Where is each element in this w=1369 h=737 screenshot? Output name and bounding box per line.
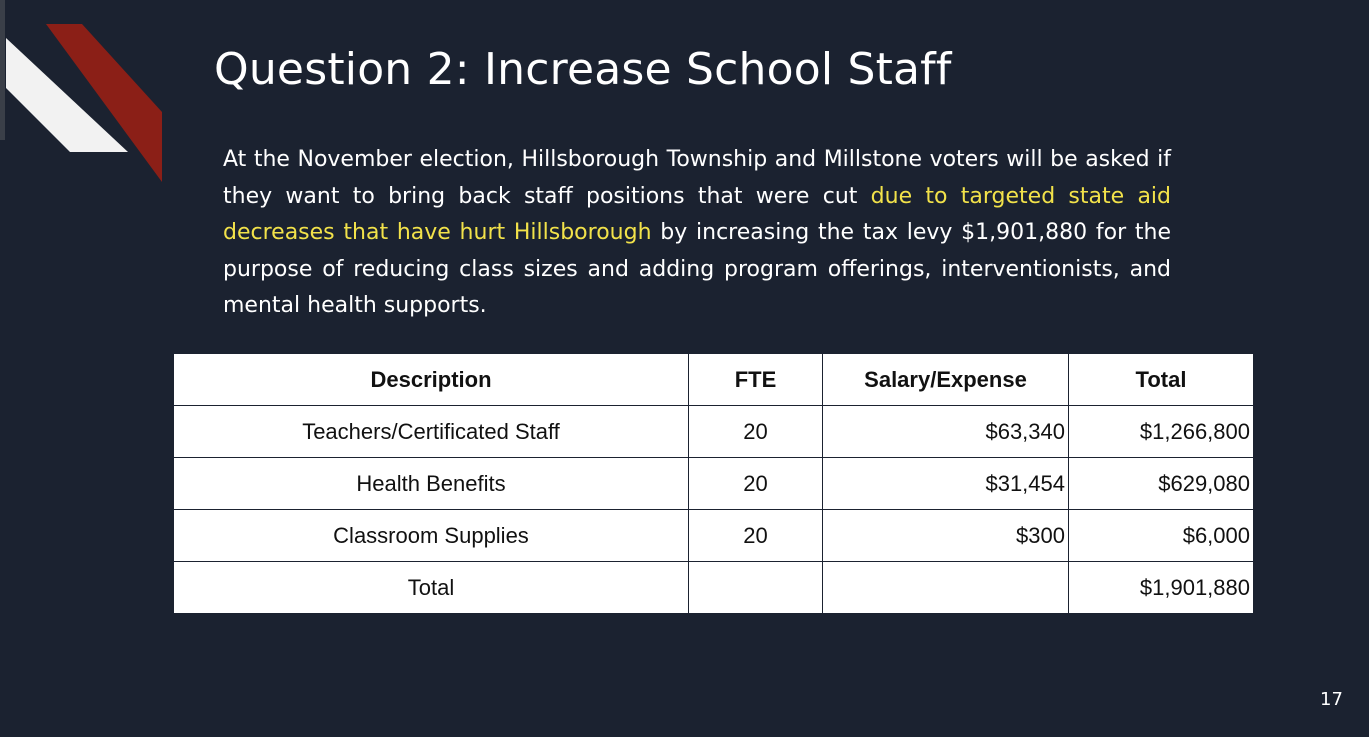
cell-fte: 20 [689,458,823,510]
budget-table [173,353,1254,614]
table-total-row [174,562,1254,614]
cell-total: $629,080 [1069,458,1254,510]
cell-fte: 20 [689,510,823,562]
description-text-part-2: by increasing the tax levy $1,901,880 for the purpose of reducing class sizes and adding program offerings, interventionists, and mental health supports. [223,220,1171,318]
cell-total: $1,266,800 [1069,406,1254,458]
highlighted-text: due to targeted state aid decreases that have hurt Hillsborough [223,183,1172,245]
cell-grand-total: $1,901,880 [1069,562,1254,614]
cell-description: Classroom Supplies [174,510,689,562]
header-salary-expense: Salary/Expense [823,354,1069,406]
description-text-part-1: At the November election, Hillsborough Township and Millstone voters will be asked if they want to bring back staff positions that were cut [223,147,1171,209]
table-row [174,458,1254,510]
header-description: Description [174,354,689,406]
cell-salary-expense: $63,340 [823,406,1069,458]
cell-fte: 20 [689,406,823,458]
page-number: 17 [1320,689,1343,710]
slide-title: Question 2: Increase School Staff [214,44,952,95]
cell-description: Teachers/Certificated Staff [174,406,689,458]
cell-fte [689,562,823,614]
cell-description: Health Benefits [174,458,689,510]
header-total: Total [1069,354,1254,406]
cell-salary-expense: $31,454 [823,458,1069,510]
cell-description: Total [174,562,689,614]
cell-total: $6,000 [1069,510,1254,562]
cell-salary-expense [823,562,1069,614]
header-fte: FTE [689,354,823,406]
table-row [174,406,1254,458]
table-header-row [174,354,1254,406]
question-description [223,142,1171,325]
cell-salary-expense: $300 [823,510,1069,562]
corner-ribbon-graphic [0,0,170,190]
table-row [174,510,1254,562]
